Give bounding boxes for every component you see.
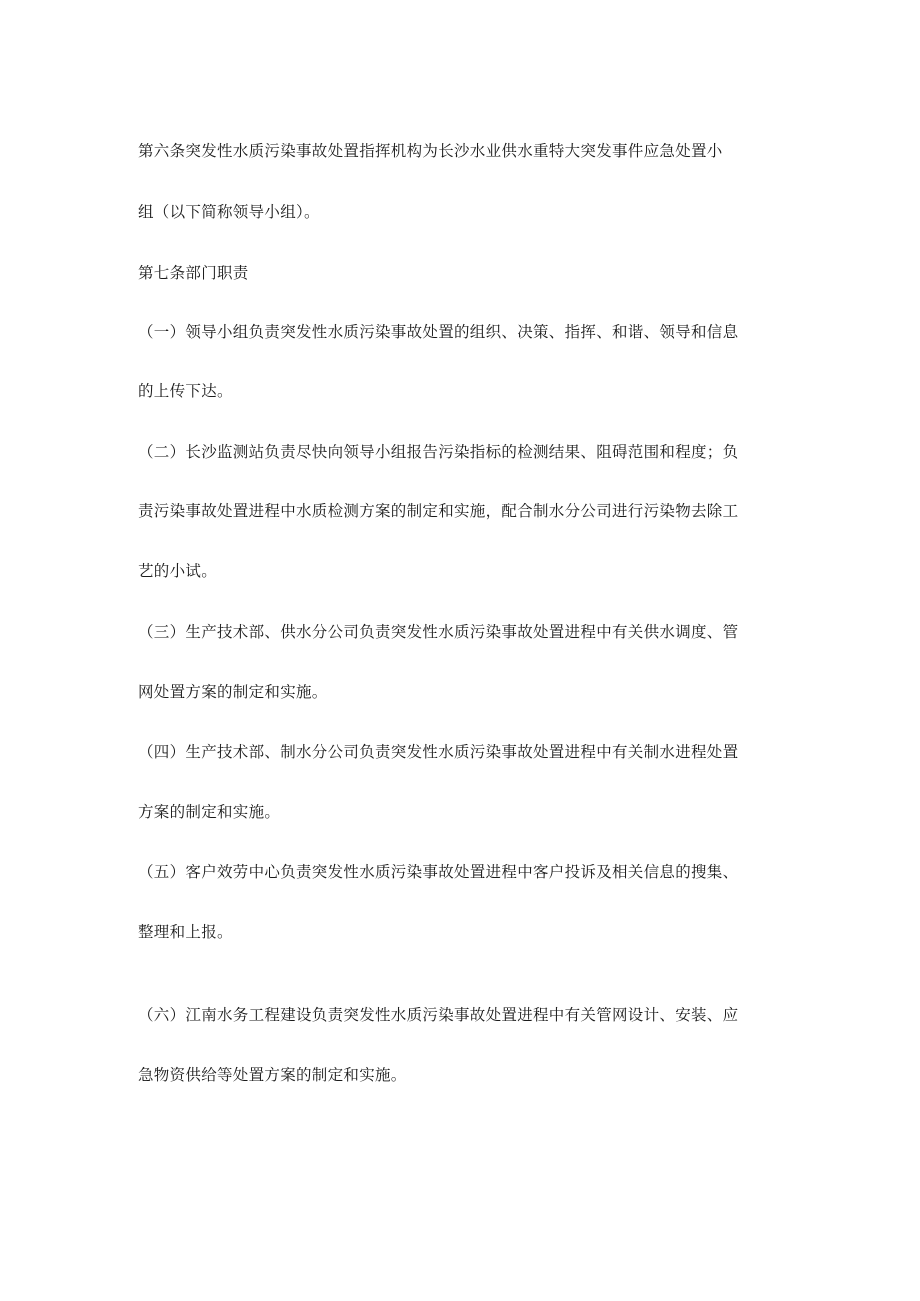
clause-4-line-1: （四）生产技术部、制水分公司负责突发性水质污染事故处置进程中有关制水进程处置: [138, 743, 739, 761]
clause-4-line-2: 方案的制定和实施。: [138, 803, 281, 821]
clause-3-line-1: （三）生产技术部、供水分公司负责突发性水质污染事故处置进程中有关供水调度、管: [138, 623, 739, 641]
clause-2-line-2: 责污染事故处置进程中水质检测方案的制定和实施，配合制水分公司进行污染物去除工: [138, 502, 739, 520]
article-6-line-1: 第六条突发性水质污染事故处置指挥机构为长沙水业供水重特大突发事件应急处置小: [138, 142, 723, 160]
clause-2-line-1: （二）长沙监测站负责尽快向领导小组报告污染指标的检测结果、阻碍范围和程度；负: [138, 443, 739, 461]
clause-5-line-1: （五）客户效劳中心负责突发性水质污染事故处置进程中客户投诉及相关信息的搜集、: [138, 863, 739, 881]
article-6-line-2: 组（以下简称领导小组）。: [138, 203, 320, 221]
clause-5-line-2: 整理和上报。: [138, 923, 233, 941]
article-7-heading: 第七条部门职责: [138, 264, 249, 282]
clause-1-line-1: （一）领导小组负责突发性水质污染事故处置的组织、决策、指挥、和谐、领导和信息: [138, 323, 739, 341]
clause-2-line-3: 艺的小试。: [138, 562, 218, 580]
clause-6-line-1: （六）江南水务工程建设负责突发性水质污染事故处置进程中有关管网设计、安装、应: [138, 1006, 739, 1024]
clause-6-line-2: 急物资供给等处置方案的制定和实施。: [138, 1066, 407, 1084]
clause-1-line-2: 的上传下达。: [138, 382, 233, 400]
clause-3-line-2: 网处置方案的制定和实施。: [138, 683, 328, 701]
